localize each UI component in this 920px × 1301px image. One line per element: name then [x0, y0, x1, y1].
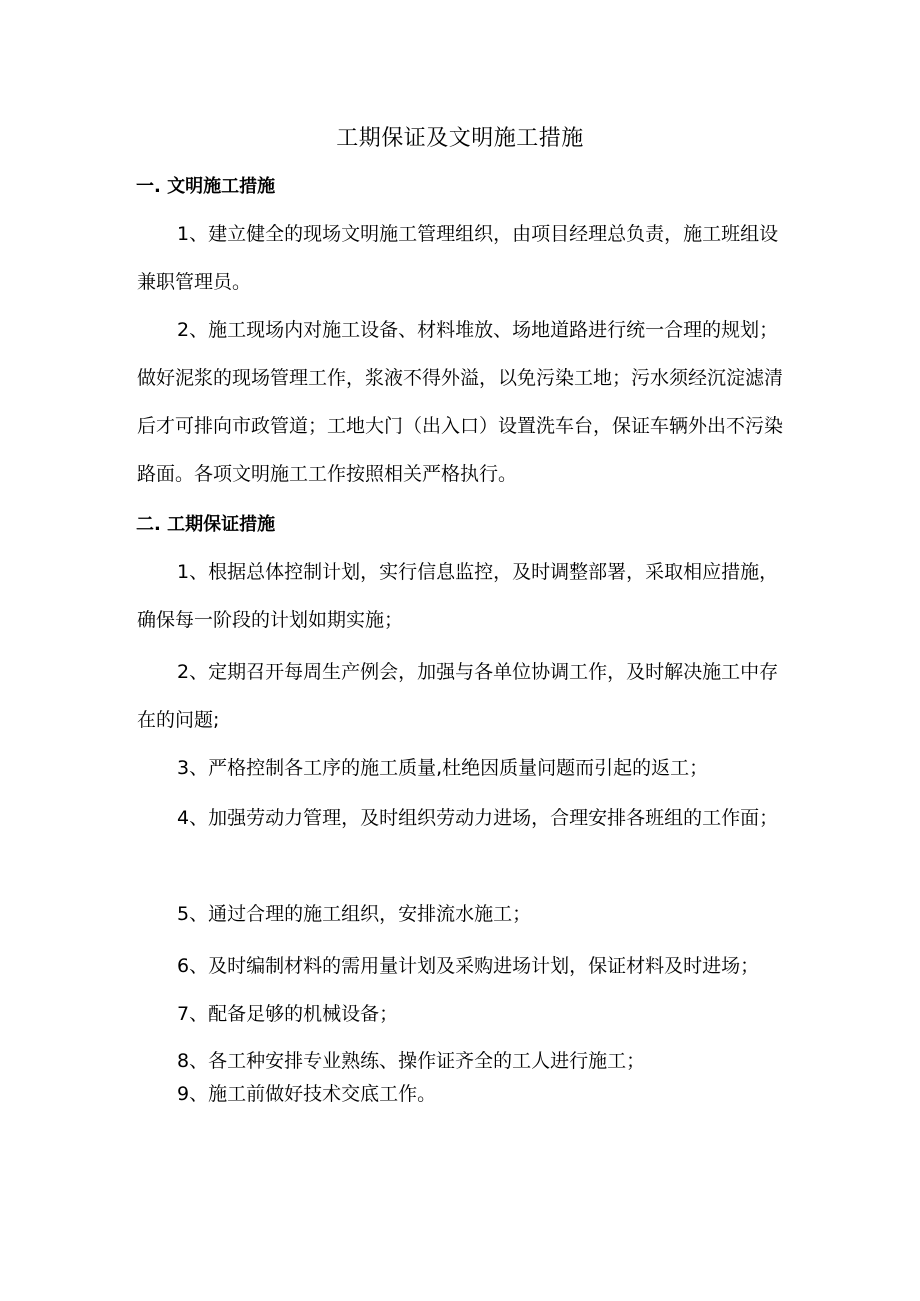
section-heading-civilized-construction: 一. 文明施工措施 — [136, 176, 276, 197]
schedule-item-6: 6、及时编制材料的需用量计划及采购进场计划，保证材料及时进场； — [177, 955, 760, 977]
civilized-item-1: 1、建立健全的现场文明施工管理组织，由项目经理总负责，施工班组设兼职管理员。 — [137, 223, 779, 293]
schedule-item-1: 1、根据总体控制计划，实行信息监控，及时调整部署，采取相应措施，确保每一阶段的计划如期实施； — [137, 561, 779, 631]
civilized-item-2: 2、施工现场内对施工设备、材料堆放、场地道路进行统一合理的规划；做好泥浆的现场管理工作，浆液不得外溢，以免污染工地；污水须经沉淀滤清后才可排向市政管道；工地大门（出入口）设置洗车台，保证车辆外出不污染路面。各项文明施工工作按照相关严格执行。 — [137, 319, 784, 485]
document-title: 工期保证及文明施工措施 — [336, 126, 584, 151]
schedule-item-5: 5、通过合理的施工组织，安排流水施工； — [177, 903, 532, 925]
schedule-item-3: 3、严格控制各工序的施工质量,杜绝因质量问题而引起的返工； — [177, 757, 709, 779]
schedule-item-9: 9、施工前做好技术交底工作。 — [177, 1083, 437, 1105]
section-heading-schedule-guarantee: 二. 工期保证措施 — [136, 514, 276, 535]
schedule-item-8: 8、各工种安排专业熟练、操作证齐全的工人进行施工； — [177, 1050, 646, 1072]
schedule-item-7: 7、配备足够的机械设备； — [177, 1003, 399, 1025]
schedule-item-4: 4、加强劳动力管理，及时组织劳动力进场，合理安排各班组的工作面； — [177, 807, 779, 829]
schedule-item-2: 2、定期召开每周生产例会，加强与各单位协调工作，及时解决施工中存在的问题; — [137, 661, 779, 731]
